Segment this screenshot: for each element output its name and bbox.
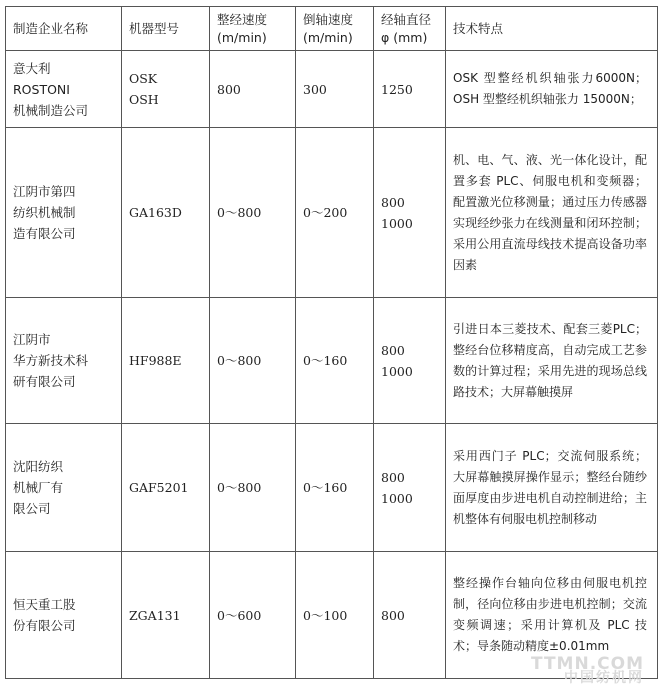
- beam-diameter-cell: 1250: [374, 51, 446, 128]
- company-cell: 江阴市第四 纺织机械制 造有限公司: [6, 128, 122, 298]
- beam-speed-cell: 0～160: [296, 298, 374, 424]
- company-cell: 沈阳纺织 机械厂有 限公司: [6, 424, 122, 552]
- beam-diameter-cell: 800: [374, 552, 446, 679]
- beam-speed-cell: 0～160: [296, 424, 374, 552]
- table-row: [6, 298, 658, 424]
- table-row: [6, 51, 658, 128]
- spec-table-container: [5, 6, 658, 679]
- company-cell: 江阴市 华方新技术科 研有限公司: [6, 298, 122, 424]
- watermark-domain: TTMN.COM: [530, 654, 644, 674]
- beam-speed-cell: 300: [296, 51, 374, 128]
- header-beam-speed: 倒轴速度 (m/min): [296, 7, 374, 51]
- watermark-site-name: 中国纺机网: [564, 670, 644, 686]
- beam-diameter-cell: 800 1000: [374, 298, 446, 424]
- beam-diameter-cell: 800 1000: [374, 424, 446, 552]
- header-beam-diameter: 经轴直径 φ (mm): [374, 7, 446, 51]
- company-cell: 恒天重工股 份有限公司: [6, 552, 122, 679]
- warp-speed-cell: 800: [210, 51, 296, 128]
- table-row: [6, 424, 658, 552]
- model-cell: OSK OSH: [122, 51, 210, 128]
- model-cell: HF988E: [122, 298, 210, 424]
- header-features: 技术特点: [446, 7, 658, 51]
- beam-speed-cell: 0～100: [296, 552, 374, 679]
- model-cell: ZGA131: [122, 552, 210, 679]
- model-cell: GA163D: [122, 128, 210, 298]
- warp-speed-cell: 0～600: [210, 552, 296, 679]
- site-watermark: [530, 654, 644, 686]
- beam-diameter-cell: 800 1000: [374, 128, 446, 298]
- header-row: [6, 7, 658, 51]
- features-cell: OSK 型整经机织轴张力6000N；OSH 型整经机织轴张力 15000N；: [446, 51, 658, 128]
- warp-speed-cell: 0～800: [210, 128, 296, 298]
- header-model: 机器型号: [122, 7, 210, 51]
- header-company: 制造企业名称: [6, 7, 122, 51]
- header-warp-speed: 整经速度 (m/min): [210, 7, 296, 51]
- features-cell: 引进日本三菱技术、配套三菱PLC；整经台位移精度高，自动完成工艺参数的计算过程；采用先进的现场总线路技术；大屏幕触摸屏: [446, 298, 658, 424]
- warp-speed-cell: 0～800: [210, 298, 296, 424]
- table-row: [6, 128, 658, 298]
- warp-speed-cell: 0～800: [210, 424, 296, 552]
- company-cell: 意大利 ROSTONI 机械制造公司: [6, 51, 122, 128]
- warping-machine-spec-table: [5, 6, 658, 679]
- features-cell: 整经操作台轴向位移由伺服电机控制，径向位移由步进电机控制；交流变频调速；采用计算机及 PLC 技术；导条随动精度±0.01mm: [446, 552, 658, 679]
- features-cell: 机、电、气、液、光一体化设计，配置多套 PLC、伺服电机和变频器；配置激光位移测量；通过压力传感器实现经纱张力在线测量和闭环控制；采用公用直流母线技术提高设备功率因素: [446, 128, 658, 298]
- model-cell: GAF5201: [122, 424, 210, 552]
- beam-speed-cell: 0～200: [296, 128, 374, 298]
- features-cell: 采用西门子 PLC；交流伺服系统；大屏幕触摸屏操作显示；整经台随纱面厚度由步进电机自动控制进给；主机整体有伺服电机控制移动: [446, 424, 658, 552]
